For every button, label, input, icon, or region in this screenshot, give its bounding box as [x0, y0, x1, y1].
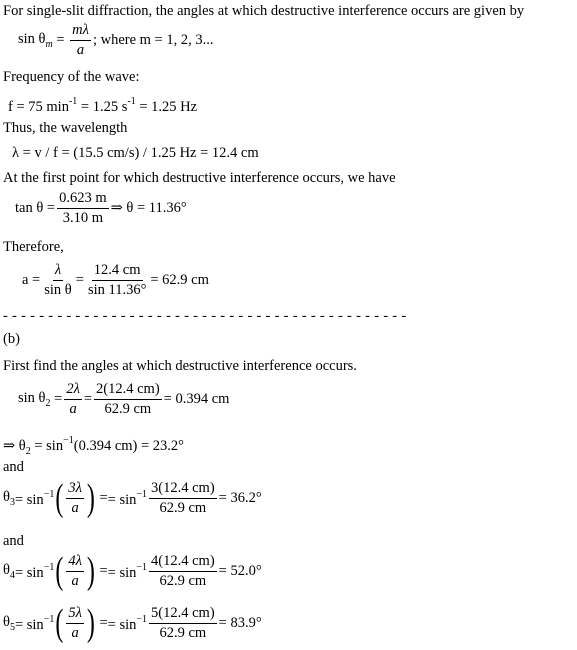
m-values-text: ; where m = 1, 2, 3...: [92, 32, 214, 48]
theta4-equation: $\theta_4$ = $\sin^{-1}$ ( $\frac{4\lambda}{a}$ ) = = $\sin^{-1}$ $\frac{4(12.4 cm)}{62.9 cm}$ = 52.0°: [3, 550, 262, 593]
intro-text: For single-slit diffraction, the angles at which destructive interference occurs are given by: [3, 3, 525, 19]
slit-width-equation: a = $\frac{\lambda}{\text{sin θ}}$ = $\frac{12.4 cm}{\sin 11.36^\circ}$ = 62.9 cm: [22, 262, 209, 298]
four-lambda-over-a-fraction: $\frac{4\lambda}{a}$: [68, 553, 82, 589]
theta4-numeric-fraction: $\frac{4(12.4 cm)}{62.9 cm}$: [151, 553, 215, 589]
numeric-fraction: $\frac{12.4 cm}{\sin 11.36^\circ}$: [87, 262, 147, 298]
diffraction-condition-equation: $\sin \theta_m$ = $\frac{m\lambda}{a}$ ; where m = 1, 2, 3...: [18, 22, 214, 58]
tan-fraction: $\frac{0.623 m}{3.10 m}$: [59, 190, 107, 226]
frequency-label: Frequency of the wave:: [3, 69, 140, 85]
theta5-numeric-fraction: $\frac{5(12.4 cm)}{62.9 cm}$: [151, 605, 215, 641]
lambda-over-sin-fraction: $\frac{\lambda}{\text{sin θ}}$: [44, 262, 72, 298]
theta3-equation: $\theta_3$ = $\sin^{-1}$ ( $\frac{3\lambda}{a}$ ) = = $\sin^{-1}$ $\frac{3(12.4 cm)}{62.9 cm}$ = 36.2°: [3, 477, 262, 520]
three-lambda-over-a-fraction: $\frac{3\lambda}{a}$: [68, 480, 82, 516]
first-point-text: At the first point for which destructive interference occurs, we have: [3, 170, 396, 186]
wavelength-equation: λ = v / f = (15.5 cm/s) / 1.25 Hz = 12.4 cm: [12, 145, 259, 161]
part-b-label: (b): [3, 331, 20, 347]
theta5-equation: $\theta_5$ = $\sin^{-1}$ ( $\frac{5\lambda}{a}$ ) = = $\sin^{-1}$ $\frac{5(12.4 cm)}{62.9 cm}$ = 83.9°: [3, 602, 262, 645]
frequency-equation: f = 75 $\min^{-1} = 1.25$ $s^{-1} = 1.25$ Hz: [8, 96, 198, 115]
theta2-result: ⇒ $\theta_2 = \sin^{-1}(0.394$ cm) = 23.2°: [3, 435, 184, 457]
theta2-sine-equation: $\sin \theta_2$ = $\frac{2\lambda}{a}$ = $\frac{2(12.4 cm)}{62.9 cm}$ = 0.394 cm: [18, 381, 230, 417]
and-text-1: and: [3, 459, 24, 475]
tan-theta-equation: tan θ = $\frac{0.623 m}{3.10 m}$ ⇒ θ = 11.36°: [15, 190, 187, 226]
wavelength-label: Thus, the wavelength: [3, 120, 128, 136]
therefore-text: Therefore,: [3, 239, 64, 255]
and-text-2: and: [3, 533, 24, 549]
five-lambda-over-a-fraction: $\frac{5\lambda}{a}$: [68, 605, 82, 641]
separator-line: - - - - - - - - - - - - - - - - - - - - - - - - - - - - - - - - - - - - - - - - - - - - -: [3, 308, 407, 324]
theta2-numeric-fraction: $\frac{2(12.4 cm)}{62.9 cm}$: [96, 381, 160, 417]
part-b-text: First find the angles at which destructive interference occurs.: [3, 358, 357, 374]
two-lambda-over-a-fraction: $\frac{2\lambda}{a}$: [66, 381, 80, 417]
m-lambda-over-a-fraction: $\frac{m\lambda}{a}$: [72, 22, 89, 58]
theta3-numeric-fraction: $\frac{3(12.4 cm)}{62.9 cm}$: [151, 480, 215, 516]
sin-theta-m: $\sin \theta_m$: [18, 31, 53, 50]
